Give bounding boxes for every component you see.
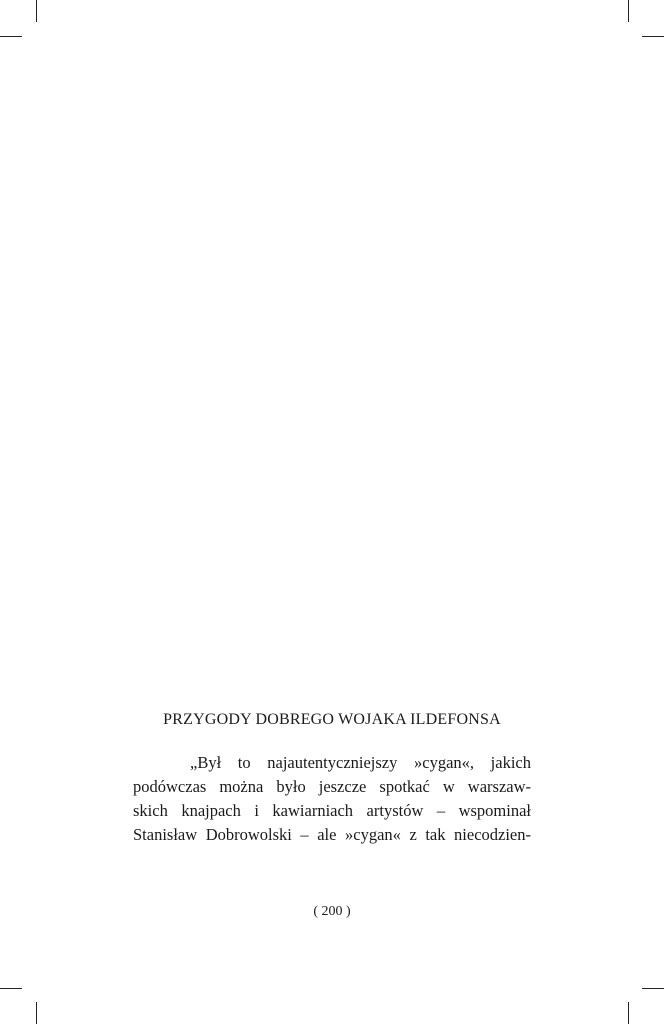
- crop-mark-top-left-horizontal: [0, 36, 22, 37]
- crop-mark-bottom-right-vertical: [628, 1002, 629, 1024]
- crop-mark-top-right-vertical: [628, 0, 629, 22]
- crop-mark-top-left-vertical: [36, 0, 37, 22]
- body-paragraph: [133, 751, 531, 847]
- page-number: ( 200 ): [313, 904, 351, 919]
- paragraph-line: „Był to najautentyczniejszy »cygan«, jakich: [190, 753, 531, 772]
- crop-mark-bottom-left-vertical: [36, 1002, 37, 1024]
- crop-mark-bottom-left-horizontal: [0, 988, 22, 989]
- crop-mark-bottom-right-horizontal: [642, 988, 664, 989]
- paragraph-line: skich knajpach i kawiarniach artystów – wspominał: [133, 801, 531, 820]
- paragraph-line: podówczas można było jeszcze spotkać w warszaw-: [133, 777, 531, 796]
- running-heading: PRZYGODY DOBREGO WOJAKA ILDEFONSA: [163, 711, 501, 728]
- paragraph-line: Stanisław Dobrowolski – ale »cygan« z tak niecodzien-: [133, 825, 531, 844]
- crop-mark-top-right-horizontal: [642, 36, 664, 37]
